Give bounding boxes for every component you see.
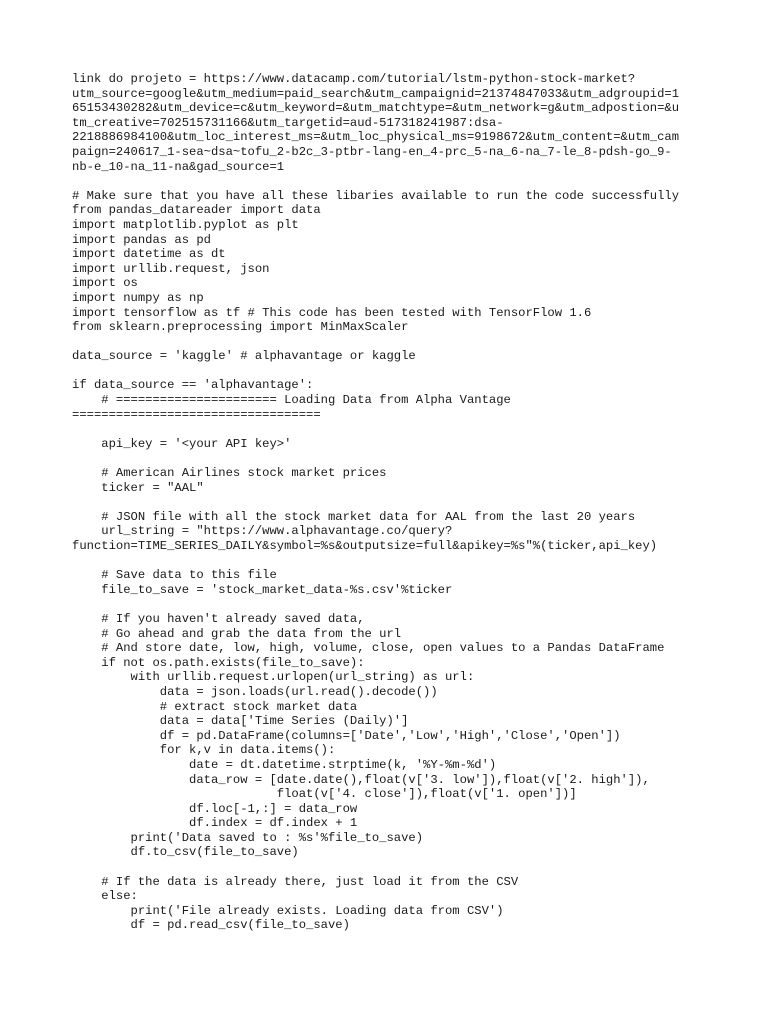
code-line: data_source = 'kaggle' # alphavantage or kaggle [72,349,416,364]
code-line: # extract stock market data [72,699,358,714]
code-line [72,422,712,437]
code-line: for k,v in data.items(): [72,743,336,758]
code-line: print('File already exists. Loading data from CSV') [72,903,504,918]
code-line: import os [72,276,138,291]
code-line: df.index = df.index + 1 [72,816,358,831]
code-line: df = pd.DataFrame(columns=['Date','Low','High','Close','Open']) [72,728,621,743]
code-line: 65153430282&utm_device=c&utm_keyword=&utm_matchtype=&utm_network=g&utm_adpostion=&u [72,101,680,116]
code-line: date = dt.datetime.strptime(k, '%Y-%m-%d') [72,757,497,772]
code-line [72,554,712,569]
code-line: df.loc[-1,:] = data_row [72,801,358,816]
code-line: # If the data is already there, just load it from the CSV [72,874,519,889]
code-line: url_string = "https://www.alphavantage.co/query? [72,524,453,539]
code-line [72,597,712,612]
code-line: from sklearn.preprocessing import MinMaxScaler [72,320,409,335]
code-line: ticker = "AAL" [72,480,204,495]
code-line: if not os.path.exists(file_to_save): [72,655,365,670]
code-line [72,495,712,510]
code-line: import pandas as pd [72,232,211,247]
code-line: import datetime as dt [72,247,226,262]
code-line: # If you haven't already saved data, [72,611,365,626]
code-line: from pandas_datareader import data [72,203,321,218]
code-line [72,451,712,466]
code-line [72,364,712,379]
code-line: data = json.loads(url.read().decode()) [72,684,438,699]
code-line: tm_creative=702515731166&utm_targetid=aud-517318241987:dsa- [72,115,504,130]
code-line: data_row = [date.date(),float(v['3. low']),float(v['2. high']), [72,772,650,787]
code-line: data = data['Time Series (Daily)'] [72,714,409,729]
code-block [72,72,712,933]
code-line: df.to_csv(file_to_save) [72,845,299,860]
code-line: api_key = '<your API key>' [72,436,292,451]
code-line: df = pd.read_csv(file_to_save) [72,918,350,933]
code-line: # And store date, low, high, volume, close, open values to a Pandas DataFrame [72,641,665,656]
code-line: # Go ahead and grab the data from the url [72,626,402,641]
code-line: nb-e_10-na_11-na&gad_source=1 [72,159,285,174]
code-line: print('Data saved to : %s'%file_to_save) [72,830,424,845]
code-line: # Save data to this file [72,568,277,583]
code-line: 2218886984100&utm_loc_interest_ms=&utm_loc_physical_ms=9198672&utm_content=&utm_cam [72,130,680,145]
code-line: import numpy as np [72,290,204,305]
code-line: file_to_save = 'stock_market_data-%s.csv'%ticker [72,582,453,597]
code-line: if data_source == 'alphavantage': [72,378,314,393]
code-line: # American Airlines stock market prices [72,466,387,481]
code-line: link do projeto = https://www.datacamp.com/tutorial/lstm-python-stock-market? [72,72,636,86]
code-line: # Make sure that you have all these libaries available to run the code successfully [72,188,680,203]
code-line: function=TIME_SERIES_DAILY&symbol=%s&outputsize=full&apikey=%s"%(ticker,api_key) [72,539,658,553]
code-line: import urllib.request, json [72,261,270,276]
code-line: float(v['4. close']),float(v['1. open'])] [72,787,577,802]
code-line [72,860,712,875]
code-line: import matplotlib.pyplot as plt [72,217,299,232]
code-line [72,335,712,350]
code-line: else: [72,889,138,904]
code-line: # JSON file with all the stock market data for AAL from the last 20 years [72,509,636,524]
code-line: # ====================== Loading Data from Alpha Vantage [72,393,511,408]
code-line: with urllib.request.urlopen(url_string) as url: [72,670,475,685]
code-line: import tensorflow as tf # This code has been tested with TensorFlow 1.6 [72,305,592,320]
code-line [72,174,712,189]
code-line: utm_source=google&utm_medium=paid_search&utm_campaignid=21374847033&utm_adgroupid=1 [72,86,680,101]
code-line: ================================== [72,407,321,422]
code-line: paign=240617_1-sea~dsa~tofu_2-b2c_3-ptbr-lang-en_4-prc_5-na_6-na_7-le_8-pdsh-go_9- [72,144,672,159]
